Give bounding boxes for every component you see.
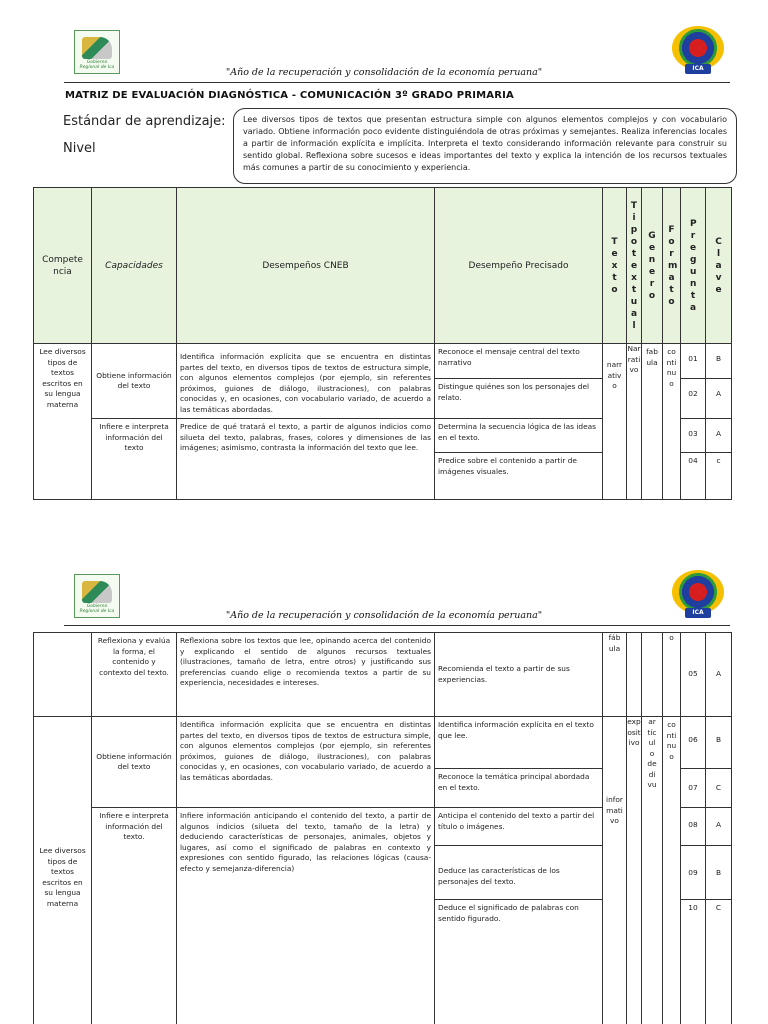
capacidad-cell: Obtiene información del texto bbox=[92, 344, 177, 419]
precisado-cell bbox=[435, 344, 603, 419]
document-title: MATRIZ DE EVALUACIÓN DIAGNÓSTICA - COMUNICACIÓN 3º GRADO PRIMARIA bbox=[65, 90, 514, 101]
clave-value: C bbox=[715, 783, 722, 792]
capacidad-cell: Infiere e interpreta información del texto bbox=[92, 419, 177, 500]
book-emblem-icon bbox=[82, 37, 112, 59]
texto-cell: informativo bbox=[603, 717, 627, 1024]
pregunta-cell bbox=[681, 717, 706, 808]
precisado-cell bbox=[435, 808, 603, 1024]
texto-cell: narrativo bbox=[603, 344, 627, 500]
genero-cell-empty bbox=[642, 633, 663, 717]
cneb-cell: Reflexiona sobre los textos que lee, opinando acerca del contenido y explicando el sentido de algunos recursos textuales (ilustraciones, tamaño de letra, entre otros) y justificando sus preferencias cuando elige o recomienda textos a partir de su experiencia, necesidades e intereses. bbox=[177, 633, 435, 717]
pregunta-number: 08 bbox=[681, 808, 705, 846]
cneb-cell: Identifica información explícita que se encuentra en distintas partes del texto, en diversos tipos de textos de estructura simple, con algunos elementos complejos (por ejemplo, sin referentes próximos, guiones de diálogo, ilustraciones), con palabras conocidas y, en ocasiones, con vocabulario variado, de acuerdo a las temáticas abordadas. bbox=[177, 344, 435, 419]
genero-cell: fabula bbox=[642, 344, 663, 500]
header-divider bbox=[64, 82, 730, 83]
header-genero: Genero bbox=[642, 188, 663, 344]
clave-cell bbox=[706, 717, 732, 808]
formato-cell: o bbox=[663, 633, 681, 717]
table-row bbox=[34, 344, 732, 419]
precisado-item: Deduce el significado de palabras con sentido figurado. bbox=[438, 903, 579, 923]
document-page-2 bbox=[0, 560, 768, 1024]
precisado-item: Determina la secuencia lógica de las ideas en el texto. bbox=[435, 419, 602, 453]
header-desempeno-precisado: Desempeño Precisado bbox=[435, 188, 603, 344]
precisado-item: Reconoce la temática principal abordada en el texto. bbox=[438, 772, 590, 792]
capacidad-cell: Reflexiona y evalúa la forma, el contenido y contexto del texto. bbox=[92, 633, 177, 717]
capacidad-cell: Obtiene información del texto bbox=[92, 717, 177, 808]
pregunta-number: 09 bbox=[681, 846, 705, 900]
standard-label: Estándar de aprendizaje: bbox=[63, 114, 226, 129]
tipo-textual-cell: Narrativo bbox=[627, 344, 642, 500]
pregunta-number: 10 bbox=[688, 903, 698, 912]
tipo-textual-cell: expositivo bbox=[627, 717, 642, 1024]
formato-cell: continuo bbox=[663, 717, 681, 1024]
clave-value: A bbox=[706, 419, 731, 453]
pregunta-cell: 05 bbox=[681, 633, 706, 717]
pregunta-cell bbox=[681, 419, 706, 500]
header-clave: Clave bbox=[706, 188, 732, 344]
cneb-cell: Predice de qué tratará el texto, a partir de algunos indicios como silueta del texto, palabras, frases, colores y dimensiones de las imágenes; asimismo, contrasta la información del texto que lee. bbox=[177, 419, 435, 500]
header-formato: Formato bbox=[663, 188, 681, 344]
competencia-cell-empty bbox=[34, 633, 92, 717]
precisado-item: Reconoce el mensaje central del texto narrativo bbox=[435, 344, 602, 379]
clave-cell bbox=[706, 808, 732, 1024]
header-desempenos-cneb: Desempeños CNEB bbox=[177, 188, 435, 344]
logo-caption: Gobierno Regional de Ica bbox=[79, 60, 115, 70]
year-motto: "Año de la recuperación y consolidación de la economía peruana" bbox=[225, 610, 543, 621]
pregunta-number: 07 bbox=[688, 783, 698, 792]
book-emblem-icon bbox=[82, 581, 112, 603]
clave-cell bbox=[706, 344, 732, 419]
clave-value: c bbox=[716, 456, 721, 465]
header-tipo-textual: Tipo textual bbox=[627, 188, 642, 344]
pregunta-cell bbox=[681, 344, 706, 419]
year-motto: "Año de la recuperación y consolidación de la economía peruana" bbox=[225, 67, 543, 78]
competencia-cell: Lee diversos tipos de textos escritos en su lengua materna bbox=[34, 344, 92, 500]
evaluation-matrix-table-continued bbox=[33, 632, 732, 1024]
evaluation-matrix-table bbox=[33, 187, 732, 500]
logo-banner: ICA bbox=[685, 64, 711, 74]
document-page-1 bbox=[0, 0, 768, 510]
cneb-cell: Infiere información anticipando el contenido del texto, a partir de algunos indicios (silueta del texto, tamaño de la letra) y deduciendo características de personajes, animales, objetos y lugares, así como el significado de palabras en contexto y expresiones con sentido figurado, las relaciones lógicas (causa-efecto y semejanza-diferencia) bbox=[177, 808, 435, 1024]
competencia-cell: Lee diversos tipos de textos escritos en su lengua materna bbox=[34, 717, 92, 1024]
pregunta-number: 01 bbox=[681, 344, 705, 379]
clave-value: B bbox=[706, 717, 731, 769]
precisado-item: Anticipa el contenido del texto a partir del título o imágenes. bbox=[435, 808, 602, 846]
precisado-item: Predice sobre el contenido a partir de imágenes visuales. bbox=[438, 456, 577, 476]
pregunta-cell bbox=[681, 808, 706, 1024]
level-label: Nivel bbox=[63, 141, 96, 156]
header-capacidades: Capacidades bbox=[92, 188, 177, 344]
clave-value: B bbox=[706, 846, 731, 900]
header-texto: Texto bbox=[603, 188, 627, 344]
logo-caption: Gobierno Regional de Ica bbox=[79, 604, 115, 614]
clave-value: A bbox=[706, 808, 731, 846]
clave-cell bbox=[706, 419, 732, 500]
header-competencia: Compete ncia bbox=[34, 188, 92, 344]
header-pregunta: Pregunta bbox=[681, 188, 706, 344]
clave-value: C bbox=[715, 903, 722, 912]
clave-cell: A bbox=[706, 633, 732, 717]
precisado-cell: Recomienda el texto a partir de sus experiencias. bbox=[435, 633, 603, 717]
header-divider bbox=[64, 625, 730, 626]
genero-cell: artículo de divu bbox=[642, 717, 663, 1024]
pregunta-number: 02 bbox=[688, 389, 698, 398]
precisado-cell bbox=[435, 717, 603, 808]
clave-value: B bbox=[706, 344, 731, 379]
standard-description: Lee diversos tipos de textos que presentan estructura simple con algunos elementos complejos y con vocabulario variado. Obtiene información poco evidente distinguiéndola de otras próximas y semejantes. Realiza inferencias locales a partir de información explícita e implícita. Interpreta el texto considerando información relevante para construir su sentido global. Reflexiona sobre sucesos e ideas importantes del texto y explica la intención de los recursos textuales más comunes a partir de su conocimiento y experiencia. bbox=[233, 108, 737, 184]
table-header-row bbox=[34, 188, 732, 344]
table-row bbox=[34, 633, 732, 717]
table-row bbox=[34, 717, 732, 808]
precisado-item: Deduce las características de los personajes del texto. bbox=[435, 846, 602, 900]
precisado-item: Identifica información explícita en el texto que lee. bbox=[435, 717, 602, 769]
clave-value: A bbox=[715, 389, 722, 398]
pregunta-number: 04 bbox=[688, 456, 698, 465]
tipo-textual-cell-empty bbox=[627, 633, 642, 717]
pregunta-number: 03 bbox=[681, 419, 705, 453]
precisado-item: Distingue quiénes son los personajes del relato. bbox=[438, 382, 590, 402]
logo-banner: ICA bbox=[685, 608, 711, 618]
cneb-cell: Identifica información explícita que se encuentra en distintas partes del texto, en diversos tipos de textos de estructura simple, con algunos elementos complejos (por ejemplo, sin referentes próximos, guiones de diálogo, ilustraciones), con palabras conocidas y, en ocasiones, con vocabulario variado, de acuerdo a las temáticas abordadas. bbox=[177, 717, 435, 808]
precisado-cell bbox=[435, 419, 603, 500]
texto-cell: fábula bbox=[603, 633, 627, 717]
capacidad-cell: Infiere e interpreta información del texto. bbox=[92, 808, 177, 1024]
formato-cell: continuo bbox=[663, 344, 681, 500]
pregunta-number: 06 bbox=[681, 717, 705, 769]
